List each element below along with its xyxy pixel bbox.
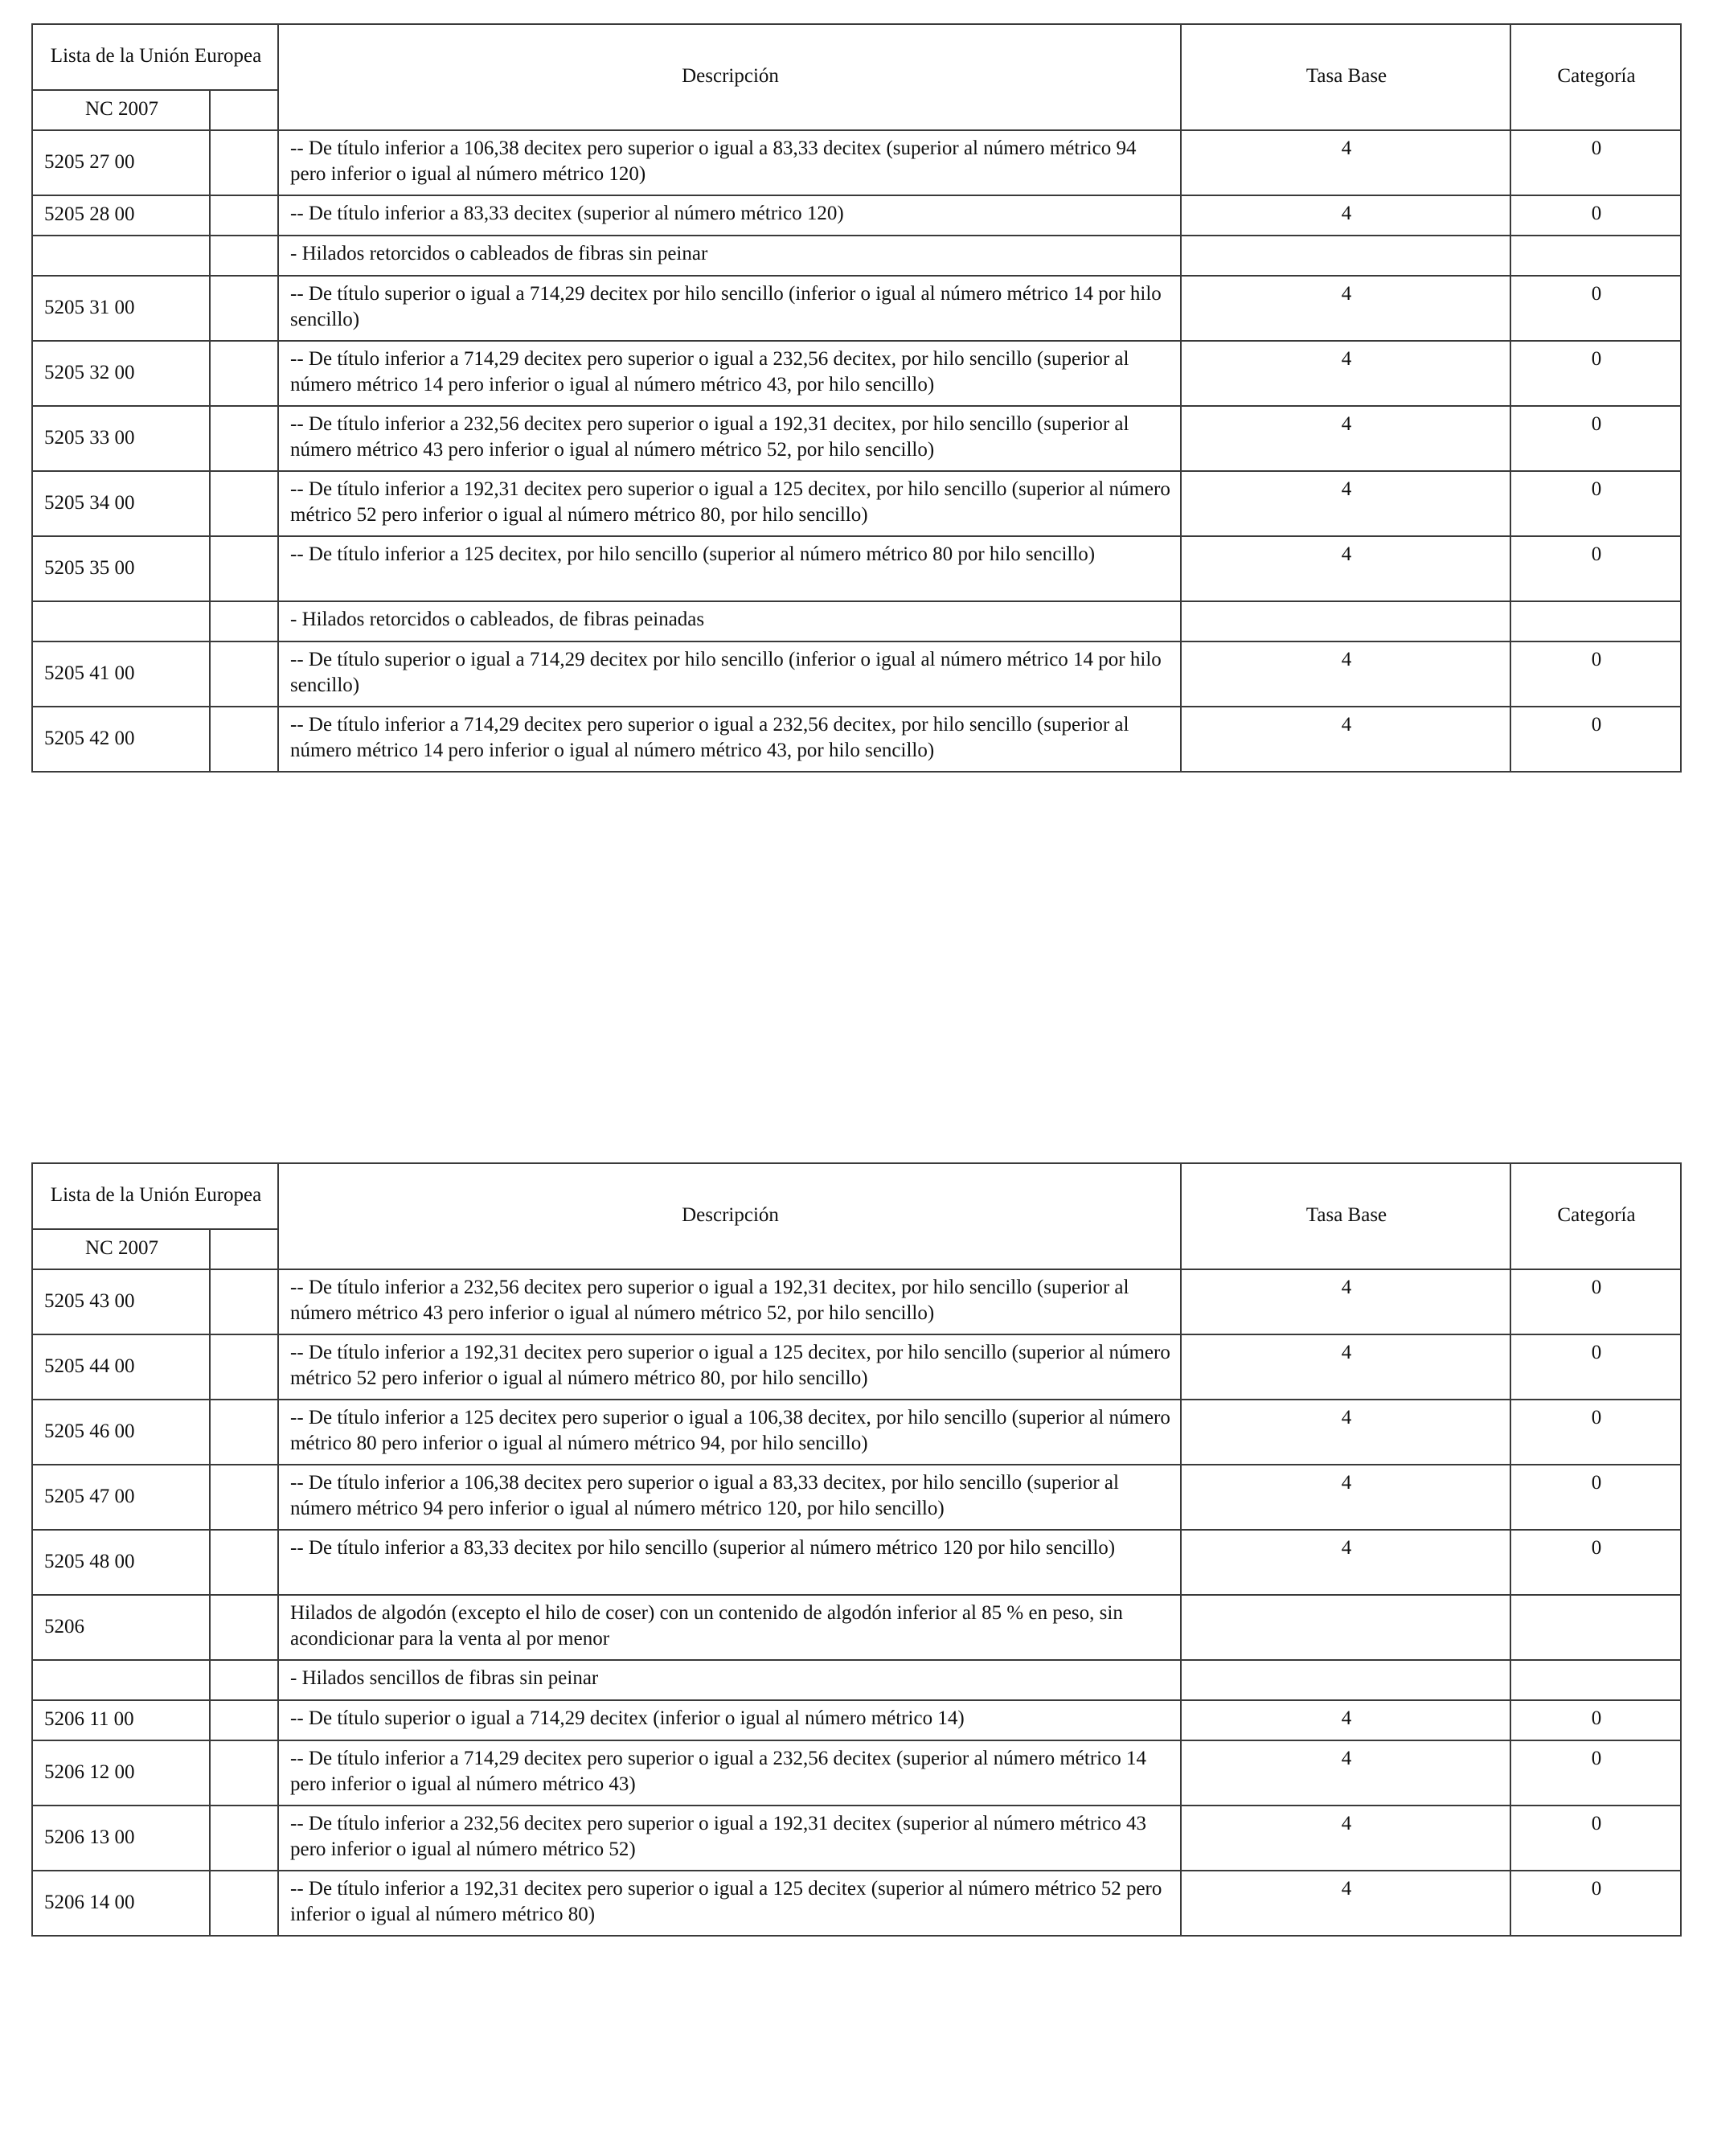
row-code	[32, 1660, 210, 1700]
table-row	[32, 1806, 1681, 1871]
row-category: 0	[1510, 1400, 1681, 1465]
table-row	[32, 536, 1681, 601]
row-description: -- De título inferior a 192,31 decitex pero superior o igual a 125 decitex (superior al número métrico 52 pero inferior o igual al número métrico 80)	[278, 1871, 1181, 1936]
row-base-rate: 4	[1181, 641, 1510, 707]
header-blank-cell	[210, 90, 278, 130]
row-code: 5205 35 00	[32, 536, 210, 601]
table-row	[32, 1740, 1681, 1806]
table-row	[32, 236, 1681, 276]
row-category: 0	[1510, 1465, 1681, 1530]
row-category: 0	[1510, 1871, 1681, 1936]
row-category: 0	[1510, 276, 1681, 341]
row-code: 5205 48 00	[32, 1530, 210, 1595]
row-description: Hilados de algodón (excepto el hilo de coser) con un contenido de algodón inferior al 85 % en peso, sin acondicionar para la venta al por menor	[278, 1595, 1181, 1660]
row-description: -- De título inferior a 83,33 decitex (superior al número métrico 120)	[278, 195, 1181, 236]
row-description: -- De título inferior a 232,56 decitex pero superior o igual a 192,31 decitex, por hilo sencillo (superior al número métrico 43 pero inferior o igual al número métrico 52, por hilo sencillo)	[278, 1269, 1181, 1334]
row-base-rate: 4	[1181, 536, 1510, 601]
row-description: -- De título inferior a 232,56 decitex pero superior o igual a 192,31 decitex (superior al número métrico 43 pero inferior o igual al número métrico 52)	[278, 1806, 1181, 1871]
header-category: Categoría	[1510, 1163, 1681, 1269]
header-base-rate: Tasa Base	[1181, 1163, 1510, 1269]
header-category: Categoría	[1510, 24, 1681, 130]
row-base-rate: 4	[1181, 341, 1510, 406]
row-category: 0	[1510, 195, 1681, 236]
header-list-label: Lista de la Unión Europea	[32, 24, 278, 90]
table-row	[32, 1660, 1681, 1700]
table-row	[32, 1465, 1681, 1530]
row-description: -- De título inferior a 192,31 decitex pero superior o igual a 125 decitex, por hilo sencillo (superior al número métrico 52 pero inferior o igual al número métrico 80, por hilo sencillo)	[278, 471, 1181, 536]
row-code: 5205 43 00	[32, 1269, 210, 1334]
table-row	[32, 406, 1681, 471]
row-base-rate: 4	[1181, 195, 1510, 236]
row-description: -- De título inferior a 714,29 decitex pero superior o igual a 232,56 decitex (superior al número métrico 14 pero inferior o igual al número métrico 43)	[278, 1740, 1181, 1806]
row-description: -- De título inferior a 714,29 decitex pero superior o igual a 232,56 decitex, por hilo sencillo (superior al número métrico 14 pero inferior o igual al número métrico 43, por hilo sencillo)	[278, 341, 1181, 406]
row-blank	[210, 1806, 278, 1871]
row-category: 0	[1510, 1740, 1681, 1806]
row-blank	[210, 341, 278, 406]
row-category: 0	[1510, 641, 1681, 707]
row-base-rate: 4	[1181, 1465, 1510, 1530]
table-row	[32, 276, 1681, 341]
row-base-rate: 4	[1181, 1740, 1510, 1806]
row-code: 5205 27 00	[32, 130, 210, 195]
row-base-rate	[1181, 1595, 1510, 1660]
row-base-rate	[1181, 236, 1510, 276]
row-description: -- De título inferior a 232,56 decitex pero superior o igual a 192,31 decitex, por hilo sencillo (superior al número métrico 43 pero inferior o igual al número métrico 52, por hilo sencillo)	[278, 406, 1181, 471]
row-code: 5205 32 00	[32, 341, 210, 406]
table-row	[32, 1530, 1681, 1595]
row-blank	[210, 707, 278, 772]
row-description: -- De título superior o igual a 714,29 decitex por hilo sencillo (inferior o igual al número métrico 14 por hilo sencillo)	[278, 276, 1181, 341]
header-base-rate: Tasa Base	[1181, 24, 1510, 130]
row-blank	[210, 236, 278, 276]
row-blank	[210, 1740, 278, 1806]
table-row	[32, 195, 1681, 236]
row-blank	[210, 1595, 278, 1660]
row-base-rate: 4	[1181, 1400, 1510, 1465]
row-code: 5205 33 00	[32, 406, 210, 471]
row-category: 0	[1510, 1806, 1681, 1871]
row-description: -- De título inferior a 714,29 decitex pero superior o igual a 232,56 decitex, por hilo sencillo (superior al número métrico 14 pero inferior o igual al número métrico 43, por hilo sencillo)	[278, 707, 1181, 772]
header-nc-label: NC 2007	[32, 1229, 210, 1269]
row-code: 5205 34 00	[32, 471, 210, 536]
row-category: 0	[1510, 471, 1681, 536]
row-category: 0	[1510, 707, 1681, 772]
tariff-table-2	[31, 1162, 1682, 1937]
row-description: -- De título inferior a 106,38 decitex pero superior o igual a 83,33 decitex, por hilo sencillo (superior al número métrico 94 pero inferior o igual al número métrico 120, por hilo sencillo)	[278, 1465, 1181, 1530]
row-base-rate: 4	[1181, 1806, 1510, 1871]
row-code: 5206	[32, 1595, 210, 1660]
row-blank	[210, 1660, 278, 1700]
row-category: 0	[1510, 341, 1681, 406]
table-row	[32, 1269, 1681, 1334]
table-row	[32, 601, 1681, 641]
row-base-rate: 4	[1181, 1871, 1510, 1936]
row-base-rate: 4	[1181, 130, 1510, 195]
row-code: 5206 13 00	[32, 1806, 210, 1871]
table-row	[32, 341, 1681, 406]
row-description: -- De título inferior a 192,31 decitex pero superior o igual a 125 decitex, por hilo sencillo (superior al número métrico 52 pero inferior o igual al número métrico 80, por hilo sencillo)	[278, 1334, 1181, 1400]
row-code: 5205 46 00	[32, 1400, 210, 1465]
row-base-rate: 4	[1181, 1269, 1510, 1334]
row-description: - Hilados sencillos de fibras sin peinar	[278, 1660, 1181, 1700]
row-category	[1510, 236, 1681, 276]
table-row	[32, 641, 1681, 707]
table-row	[32, 130, 1681, 195]
header-nc-label: NC 2007	[32, 90, 210, 130]
row-category: 0	[1510, 406, 1681, 471]
row-blank	[210, 195, 278, 236]
row-code: 5205 41 00	[32, 641, 210, 707]
row-base-rate: 4	[1181, 1700, 1510, 1740]
row-base-rate: 4	[1181, 707, 1510, 772]
row-category	[1510, 1660, 1681, 1700]
row-code: 5205 42 00	[32, 707, 210, 772]
row-base-rate: 4	[1181, 1530, 1510, 1595]
row-description: -- De título inferior a 106,38 decitex pero superior o igual a 83,33 decitex (superior al número métrico 94 pero inferior o igual al número métrico 120)	[278, 130, 1181, 195]
table-row	[32, 1400, 1681, 1465]
header-blank-cell	[210, 1229, 278, 1269]
row-code: 5206 12 00	[32, 1740, 210, 1806]
row-blank	[210, 1334, 278, 1400]
row-blank	[210, 471, 278, 536]
header-description: Descripción	[278, 1163, 1181, 1269]
row-category: 0	[1510, 1530, 1681, 1595]
row-category: 0	[1510, 130, 1681, 195]
row-category: 0	[1510, 1334, 1681, 1400]
row-description: -- De título inferior a 125 decitex pero superior o igual a 106,38 decitex, por hilo sencillo (superior al número métrico 80 pero inferior o igual al número métrico 94, por hilo sencillo)	[278, 1400, 1181, 1465]
row-code: 5205 28 00	[32, 195, 210, 236]
row-blank	[210, 1269, 278, 1334]
row-category: 0	[1510, 1700, 1681, 1740]
row-description: - Hilados retorcidos o cableados, de fibras peinadas	[278, 601, 1181, 641]
row-description: -- De título superior o igual a 714,29 decitex (inferior o igual al número métrico 14)	[278, 1700, 1181, 1740]
row-description: -- De título superior o igual a 714,29 decitex por hilo sencillo (inferior o igual al número métrico 14 por hilo sencillo)	[278, 641, 1181, 707]
row-blank	[210, 641, 278, 707]
row-code: 5206 14 00	[32, 1871, 210, 1936]
row-category	[1510, 1595, 1681, 1660]
row-category	[1510, 601, 1681, 641]
table-row	[32, 707, 1681, 772]
row-code: 5205 31 00	[32, 276, 210, 341]
row-blank	[210, 1400, 278, 1465]
row-category: 0	[1510, 536, 1681, 601]
row-category: 0	[1510, 1269, 1681, 1334]
row-blank	[210, 1530, 278, 1595]
row-code: 5205 47 00	[32, 1465, 210, 1530]
row-blank	[210, 601, 278, 641]
row-blank	[210, 276, 278, 341]
table-row	[32, 471, 1681, 536]
row-code: 5205 44 00	[32, 1334, 210, 1400]
row-code: 5206 11 00	[32, 1700, 210, 1740]
row-description: - Hilados retorcidos o cableados de fibras sin peinar	[278, 236, 1181, 276]
row-blank	[210, 536, 278, 601]
row-base-rate: 4	[1181, 406, 1510, 471]
table-row	[32, 1871, 1681, 1936]
row-description: -- De título inferior a 83,33 decitex por hilo sencillo (superior al número métrico 120 por hilo sencillo)	[278, 1530, 1181, 1595]
row-blank	[210, 406, 278, 471]
header-description: Descripción	[278, 24, 1181, 130]
row-description: -- De título inferior a 125 decitex, por hilo sencillo (superior al número métrico 80 por hilo sencillo)	[278, 536, 1181, 601]
row-base-rate: 4	[1181, 1334, 1510, 1400]
row-base-rate: 4	[1181, 276, 1510, 341]
row-blank	[210, 1871, 278, 1936]
row-code	[32, 601, 210, 641]
row-base-rate	[1181, 601, 1510, 641]
row-blank	[210, 1465, 278, 1530]
row-base-rate	[1181, 1660, 1510, 1700]
tariff-table-1	[31, 23, 1682, 773]
row-blank	[210, 130, 278, 195]
header-list-label: Lista de la Unión Europea	[32, 1163, 278, 1229]
table-row	[32, 1700, 1681, 1740]
row-blank	[210, 1700, 278, 1740]
table-row	[32, 1334, 1681, 1400]
table-row	[32, 1595, 1681, 1660]
row-code	[32, 236, 210, 276]
row-base-rate: 4	[1181, 471, 1510, 536]
